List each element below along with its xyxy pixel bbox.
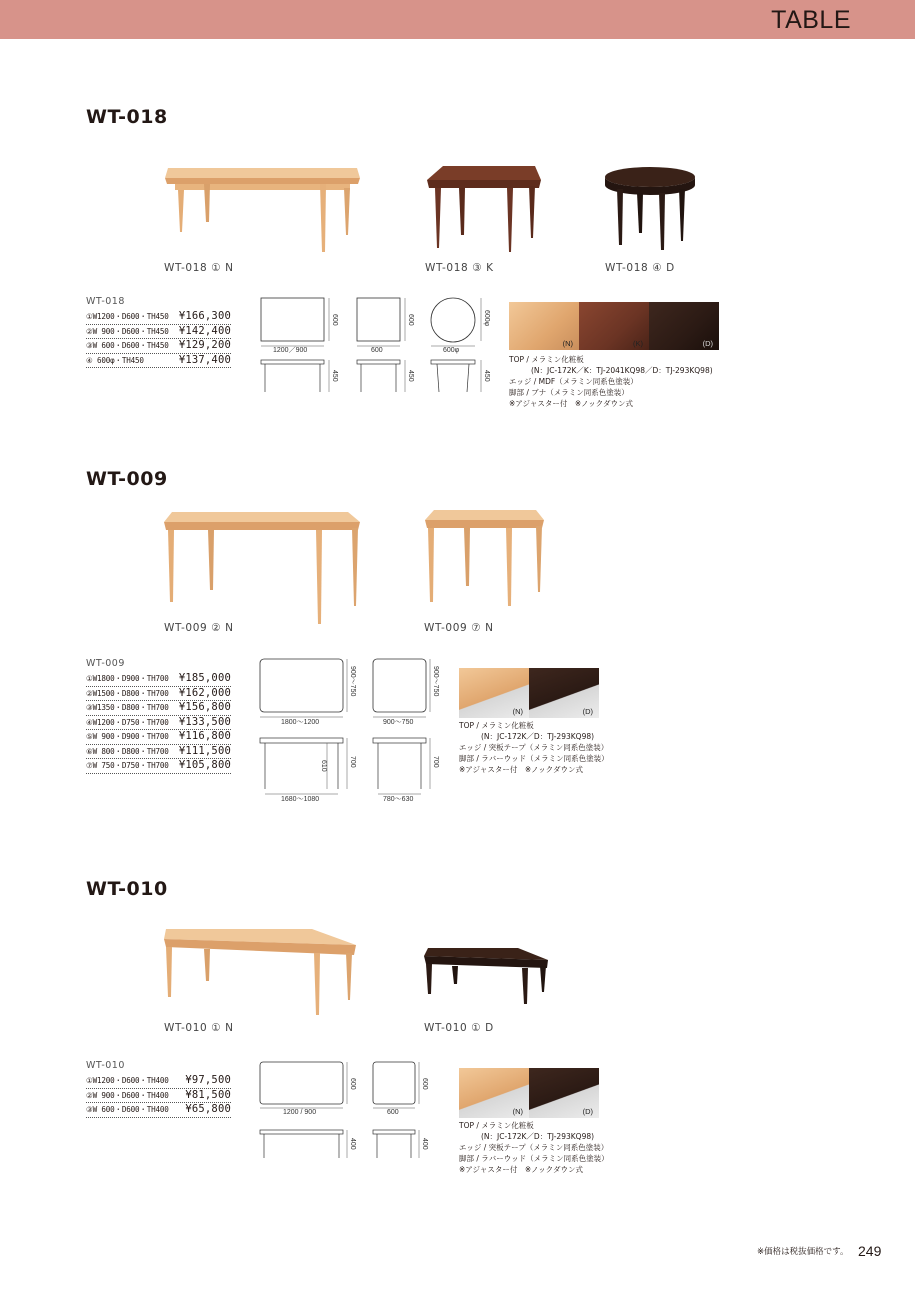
dim-label: 1680〜1080 <box>281 796 320 802</box>
material-notes-wt-010: TOP / メラミン化粧板 (N：JC-172K／D：TJ-293KQ98) エッジ / 突板テープ（メラミン同系色塗装） 脚部 / ラバーウッド（メラミン同系色塗装） ※アジャスター付 ※ノックダウン式 <box>459 1121 609 1174</box>
price-row: ①W1800・D900・TH700 ¥185,000 <box>86 672 231 687</box>
dim-label: 600 <box>387 1109 399 1116</box>
dim-label: 450 <box>483 370 490 382</box>
product-caption: WT-018 ① N <box>164 262 234 274</box>
price-row: ③W 600・D600・TH450 ¥129,200 <box>86 339 231 354</box>
price-row: ⑦W 750・D750・TH700 ¥105,800 <box>86 759 231 774</box>
price-row: ②W 900・D600・TH400 ¥81,500 <box>86 1089 231 1104</box>
dim-label: 600φ <box>443 347 460 354</box>
section-title-wt-018: WT-018 <box>86 106 168 128</box>
swatch-dark: (D) <box>649 302 719 350</box>
product-caption: WT-010 ① D <box>424 1022 494 1034</box>
price-row: ④ 600φ・TH450 ¥137,400 <box>86 354 231 369</box>
price-table-title: WT-010 <box>86 1060 125 1071</box>
dim-label: 1800〜1200 <box>281 719 320 726</box>
dim-label: 900〜750 <box>383 719 414 726</box>
swatch-natural: (N) <box>459 668 529 718</box>
dim-label: 610 <box>320 760 327 772</box>
price-row: ③W1350・D800・TH700 ¥156,800 <box>86 701 231 716</box>
price-row: ①W1200・D600・TH400 ¥97,500 <box>86 1074 231 1089</box>
dim-label: 600 <box>349 1078 356 1090</box>
product-caption: WT-009 ⑦ N <box>424 622 494 634</box>
dim-label: 600 <box>371 347 383 354</box>
dim-label: 400 <box>349 1138 356 1150</box>
dim-label: 600 <box>421 1078 428 1090</box>
price-table-wt-010 <box>86 1060 231 1118</box>
price-row: ②W1500・D800・TH700 ¥162,000 <box>86 687 231 702</box>
dimension-drawing-wt-010 <box>255 1058 435 1162</box>
product-photo-wt-018-d <box>603 165 698 255</box>
price-row: ⑤W 900・D900・TH700 ¥116,800 <box>86 730 231 745</box>
product-photo-wt-010-d <box>422 944 552 1008</box>
color-swatches-wt-010 <box>459 1068 599 1118</box>
dim-label: 400 <box>421 1138 428 1150</box>
dim-label: 1200／900 <box>273 347 308 354</box>
dimension-drawing-wt-009 <box>255 654 445 802</box>
dim-label: 1200 / 900 <box>283 1109 317 1116</box>
material-notes-wt-018: TOP / メラミン化粧板 (N：JC-172K／K：TJ-2041KQ98／D：TJ-293KQ98) エッジ / MDF（メラミン同系色塗装） 脚部 / ブナ（メラミン同系色塗装） ※アジャスター付 ※ノックダウン式 <box>509 355 713 408</box>
section-title-wt-009: WT-009 <box>86 468 168 490</box>
swatch-natural: (N) <box>509 302 579 350</box>
product-photo-wt-009-2-n <box>160 506 365 626</box>
swatch-dark: (D) <box>529 668 599 718</box>
color-swatches-wt-018 <box>509 302 719 350</box>
dim-label: 900〜750 <box>349 666 356 697</box>
price-row: ③W 600・D600・TH400 ¥65,800 <box>86 1103 231 1118</box>
swatch-brown: (K) <box>579 302 649 350</box>
dim-label: 700 <box>432 756 439 768</box>
price-table-title: WT-018 <box>86 296 125 307</box>
tax-note: ※価格は税抜価格です。 <box>757 1247 849 1257</box>
dimension-drawing-wt-018 <box>255 292 495 397</box>
product-caption: WT-009 ② N <box>164 622 234 634</box>
price-row: ⑥W 800・D800・TH700 ¥111,500 <box>86 745 231 760</box>
price-row: ②W 900・D600・TH450 ¥142,400 <box>86 325 231 340</box>
section-title-wt-010: WT-010 <box>86 878 168 900</box>
dim-label: 900〜750 <box>432 666 439 697</box>
page-number: 249 <box>858 1243 882 1259</box>
dim-label: 600 <box>331 314 338 326</box>
dim-label: 450 <box>331 370 338 382</box>
page-title: TABLE <box>771 6 851 34</box>
product-caption: WT-018 ③ K <box>425 262 494 274</box>
material-notes-wt-009: TOP / メラミン化粧板 (N：JC-172K／D：TJ-293KQ98) エッジ / 突板テープ（メラミン同系色塗装） 脚部 / ラバーウッド（メラミン同系色塗装） ※アジャスター付 ※ノックダウン式 <box>459 721 609 774</box>
dim-label: 600 <box>407 314 414 326</box>
product-photo-wt-018-k <box>423 160 543 260</box>
price-table-title: WT-009 <box>86 658 125 669</box>
price-row: ①W1200・D600・TH450 ¥166,300 <box>86 310 231 325</box>
dim-label: 600φ <box>483 310 490 327</box>
swatch-natural: (N) <box>459 1068 529 1118</box>
color-swatches-wt-009 <box>459 668 599 718</box>
swatch-dark: (D) <box>529 1068 599 1118</box>
product-photo-wt-018-n <box>160 160 365 260</box>
price-row: ④W1200・D750・TH700 ¥133,500 <box>86 716 231 731</box>
dim-label: 700 <box>349 756 356 768</box>
product-caption: WT-010 ① N <box>164 1022 234 1034</box>
product-photo-wt-009-7-n <box>422 506 547 611</box>
product-photo-wt-010-n <box>160 925 360 1020</box>
dim-label: 450 <box>407 370 414 382</box>
price-table-wt-009 <box>86 658 231 774</box>
product-caption: WT-018 ④ D <box>605 262 675 274</box>
dim-label: 780〜630 <box>383 796 414 802</box>
price-table-wt-018 <box>86 296 231 368</box>
